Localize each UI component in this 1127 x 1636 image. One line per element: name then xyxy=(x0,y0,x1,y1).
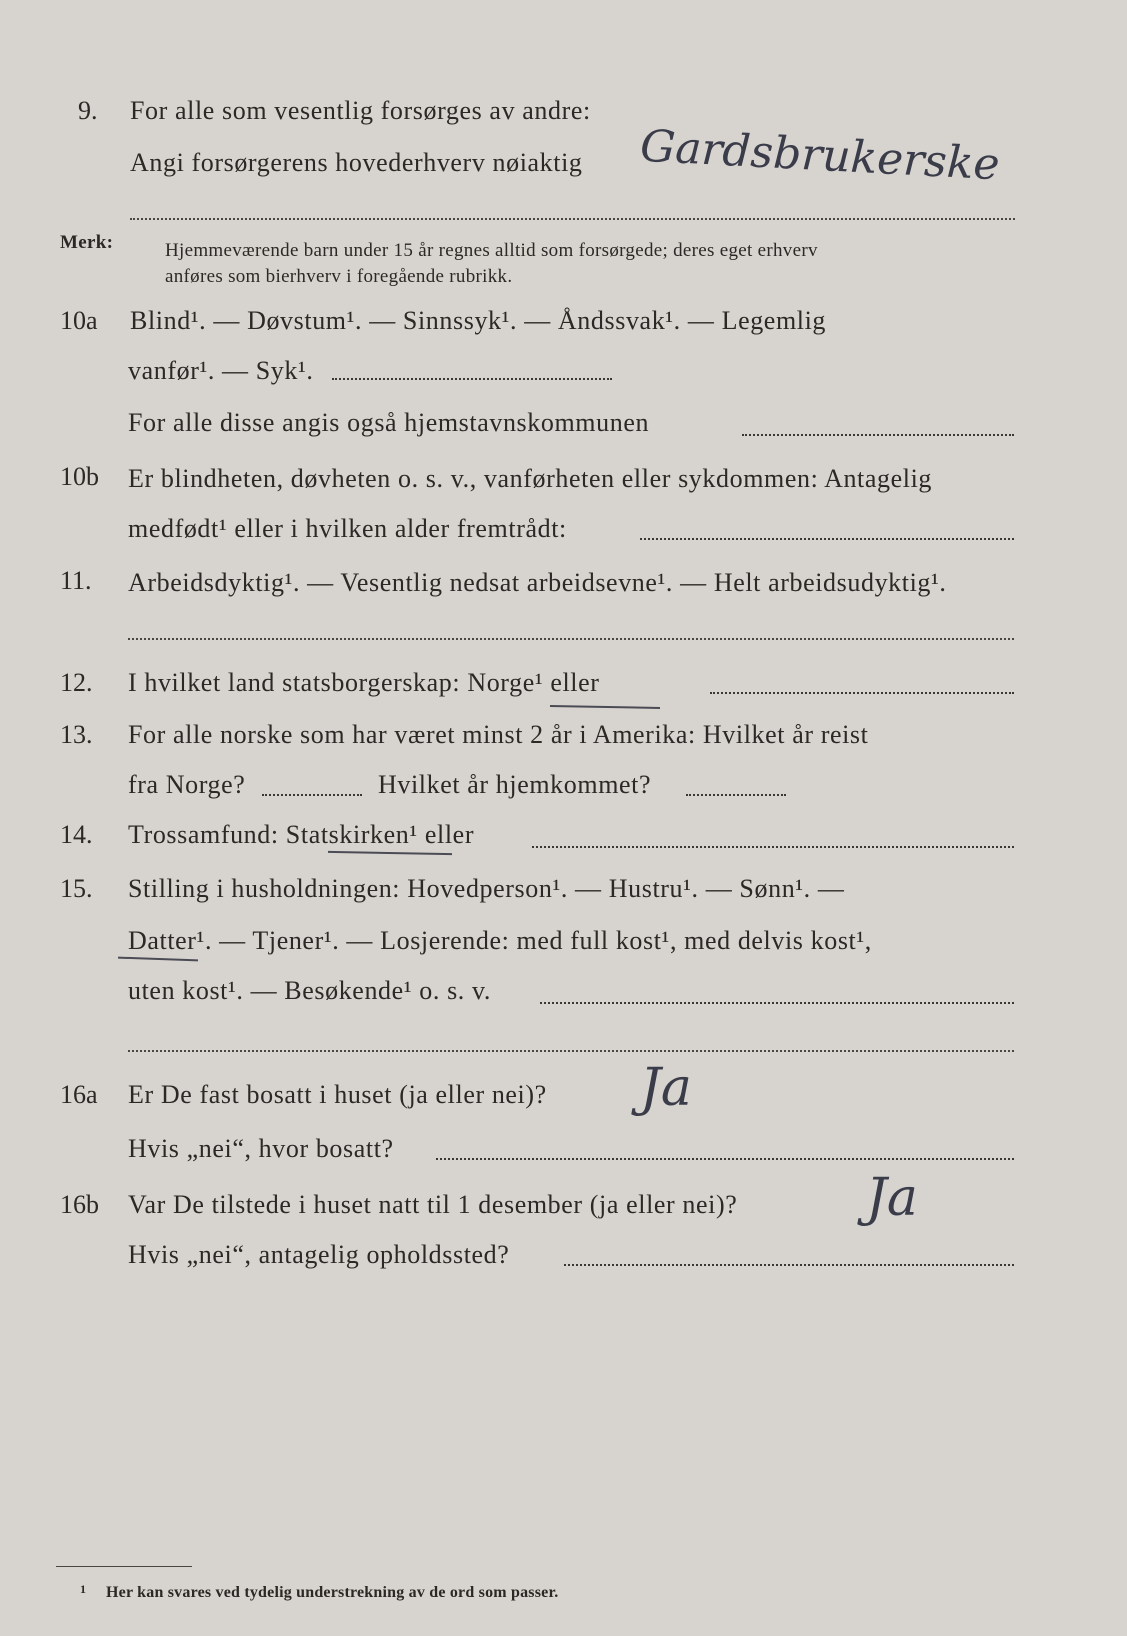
q15-datter-underline xyxy=(118,957,198,962)
q16a-number: 16a xyxy=(60,1080,98,1109)
q10a-text-line3: For alle disse angis også hjemstavnskommunen xyxy=(128,408,650,437)
q10a-text-line1: Blind¹. — Døvstum¹. — Sinnssyk¹. — Åndssvak¹. — Legemlig xyxy=(130,306,827,335)
q16a-text-line2: Hvis „nei“, hvor bosatt? xyxy=(128,1134,394,1163)
q9-text-line1: For alle som vesentlig forsørges av andre: xyxy=(130,96,591,125)
q16a-text-line1: Er De fast bosatt i huset (ja eller nei)? xyxy=(128,1080,547,1109)
q16b-answer-line xyxy=(564,1264,1014,1266)
q9-handwritten-answer: Gardsbrukerske xyxy=(638,120,1001,191)
q9-text-line2: Angi forsørgerens hovederhverv nøiaktig xyxy=(130,148,583,177)
q11-number: 11. xyxy=(60,566,92,595)
q14-number: 14. xyxy=(60,820,93,849)
q14-answer-line xyxy=(532,846,1014,848)
q11-text-line1: Arbeidsdyktig¹. — Vesentlig nedsat arbeidsevne¹. — Helt arbeidsudyktig¹. xyxy=(128,568,947,597)
q12-number: 12. xyxy=(60,668,93,697)
q10b-answer-line xyxy=(640,538,1014,540)
merk-label: Merk: xyxy=(60,232,114,253)
footnote-mark: 1 xyxy=(80,1582,87,1596)
q10a-number: 10a xyxy=(60,306,98,335)
q10b-number: 10b xyxy=(60,462,99,491)
q10a-hjemstavn-answer-line xyxy=(742,434,1014,436)
q13-text-line1: For alle norske som har været minst 2 år i Amerika: Hvilket år reist xyxy=(128,720,869,749)
q10a-syk-answer-line xyxy=(332,378,612,380)
q10b-text-line1: Er blindheten, døvheten o. s. v., vanførheten eller sykdommen: Antagelig xyxy=(128,464,932,493)
q13-hjemkommet-answer-line xyxy=(686,794,786,796)
q16a-answer-line xyxy=(436,1158,1014,1160)
q15-text-line3: uten kost¹. — Besøkende¹ o. s. v. xyxy=(128,976,492,1005)
q15-answer-line xyxy=(540,1002,1014,1004)
q10b-text-line2: medfødt¹ eller i hvilken alder fremtrådt: xyxy=(128,514,567,543)
q11-answer-rule xyxy=(128,638,1014,640)
q12-norge-underline xyxy=(550,705,660,709)
merk-text-line1: Hjemmeværende barn under 15 år regnes alltid som forsørgede; deres eget erhverv xyxy=(165,240,818,261)
q9-number: 9. xyxy=(78,96,98,125)
q16b-text-line2: Hvis „nei“, antagelig opholdssted? xyxy=(128,1240,510,1269)
q16b-handwritten-answer: Ja xyxy=(866,1168,918,1228)
q14-text-line1: Trossamfund: Statskirken¹ eller xyxy=(128,820,475,849)
q15-number: 15. xyxy=(60,874,93,903)
q13-number: 13. xyxy=(60,720,93,749)
q16b-text-line1: Var De tilstede i huset natt til 1 desember (ja eller nei)? xyxy=(128,1190,738,1219)
q12-text-line1: I hvilket land statsborgerskap: Norge¹ eller xyxy=(128,668,600,697)
q16b-number: 16b xyxy=(60,1190,99,1219)
q10a-text-line2: vanfør¹. — Syk¹. xyxy=(128,356,314,385)
q13-text-line2b: Hvilket år hjemkommet? xyxy=(378,770,652,799)
q12-answer-line xyxy=(710,692,1014,694)
q14-statskirken-underline xyxy=(328,851,452,855)
merk-text-line2: anføres som bierhverv i foregående rubrikk. xyxy=(165,266,513,287)
q15-text-line2: Datter¹. — Tjener¹. — Losjerende: med full kost¹, med delvis kost¹, xyxy=(128,926,872,955)
q16a-handwritten-answer: Ja xyxy=(640,1058,692,1118)
q15-text-line1: Stilling i husholdningen: Hovedperson¹. — Hustru¹. — Sønn¹. — xyxy=(128,874,845,903)
q13-reist-answer-line xyxy=(262,794,362,796)
footnote-separator xyxy=(56,1566,192,1567)
q15-answer-rule xyxy=(128,1050,1014,1052)
q13-text-line2a: fra Norge? xyxy=(128,770,246,799)
q9-answer-rule xyxy=(130,218,1015,220)
footnote-text: Her kan svares ved tydelig understrekning av de ord som passer. xyxy=(106,1584,559,1601)
